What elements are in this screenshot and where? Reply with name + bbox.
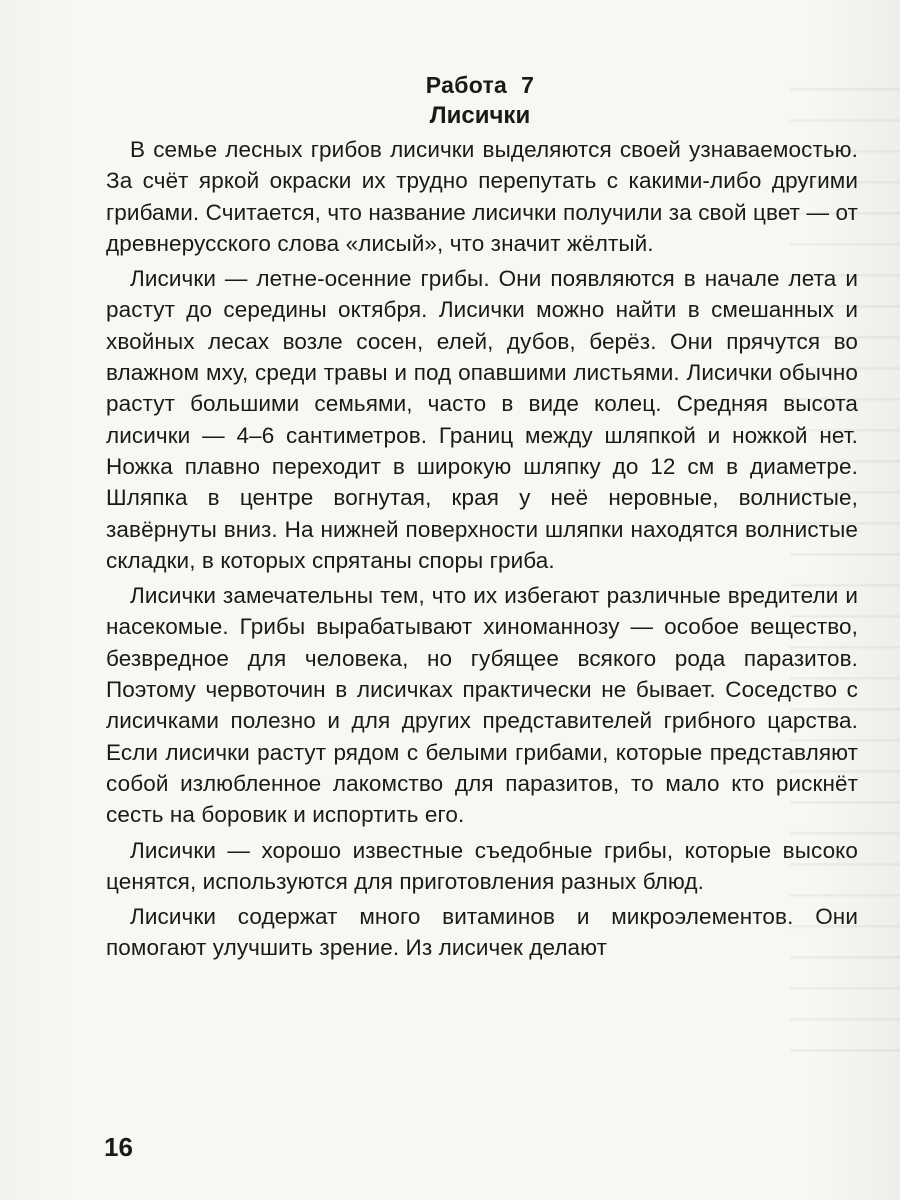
text-title: Лисички — [429, 102, 531, 129]
paragraph: Лисички — хорошо известные съедобные грибы, которые высоко ценятся, используются для приготовления разных блюд. — [106, 837, 858, 894]
paragraph: В семье лесных грибов лисички выделяются своей узнаваемостью. За счёт яркой окраски их трудно перепутать с какими-либо другими грибами. Считается, что название лисички получили за свой цвет — от древнерусского слова «лисый», что значит жёлтый. — [106, 137, 858, 256]
work-label: Работа — [425, 72, 508, 98]
page-number: 16 — [104, 1132, 133, 1162]
reading-text — [106, 134, 858, 968]
work-heading — [0, 70, 900, 100]
paragraph: Лисички — летне-осенние грибы. Они появляются в начале лета и растут до середины октября. Лисички можно найти в смешанных и хвойных лесах возле сосен, елей, дубов, берёз. Они прячутся во влажном мху, среди травы и под опавшими листьями. Лисички обычно растут большими семьями, часто в виде колец. Средняя высота лисички — 4–6 сантиметров. Границ между шляпкой и ножкой нет. Ножка плавно переходит в широкую шляпку до 12 см в диаметре. Шляпка в центре вогнутая, края у неё неровные, волнистые, завёрнуты вниз. На нижней поверхности шляпки находятся волнистые складки, в которых спрятаны споры гриба. — [106, 266, 858, 573]
paragraph: Лисички замечательны тем, что их избегают различные вредители и насекомые. Грибы вырабатывают хиноманнозу — особое вещество, безвредное для человека, но губящее всякого рода паразитов. Поэтому червоточин в лисичках практически не бывает. Соседство с лисичками полезно и для других представителей грибного царства. Если лисички растут рядом с белыми грибами, которые представляют собой излюбленное лакомство для паразитов, то мало кто рискнёт сесть на боровик и испортить его. — [106, 583, 858, 828]
title-block — [0, 70, 900, 132]
work-number: 7 — [521, 72, 535, 98]
paragraph: Лисички содержат много витаминов и микроэлементов. Они помогают улучшить зрение. Из лисичек делают — [106, 904, 858, 961]
